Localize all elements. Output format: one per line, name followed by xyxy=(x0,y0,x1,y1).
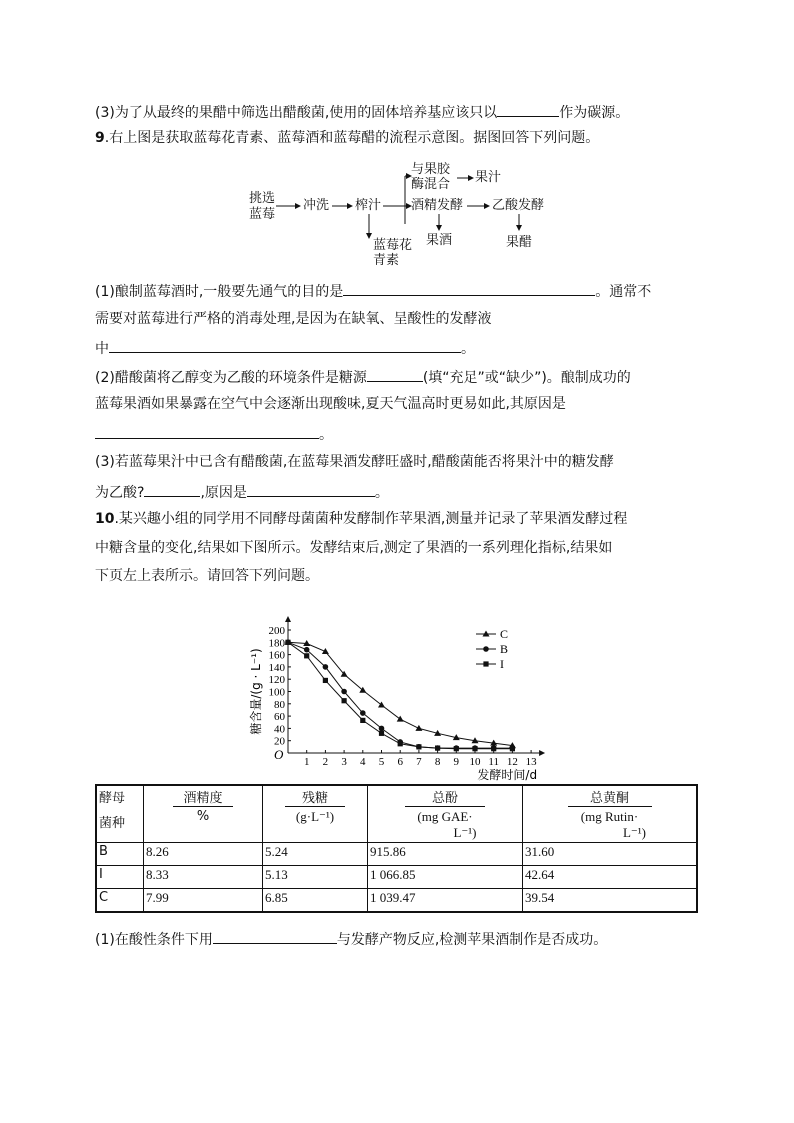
y-tick-label: 200 xyxy=(268,625,285,637)
q10-p1 xyxy=(95,928,607,950)
flow-arrows xyxy=(245,160,565,270)
cell-flavone: 39.54 xyxy=(523,889,698,913)
q10-stem-2: 中糖含量的变化,结果如下图所示。发酵结束后,测定了果酒的一系列理化指标,结果如 xyxy=(95,540,613,556)
q9-p1-blank1[interactable] xyxy=(343,280,595,296)
data-point-B xyxy=(379,726,385,732)
q9-p1-c: 需要对蓝莓进行严格的消毒处理,是因为在缺氧、呈酸性的发酵液 xyxy=(95,311,492,327)
data-point-B xyxy=(360,710,366,716)
sugar-content-chart xyxy=(240,596,560,781)
q9-stem-text: .右上图是获取蓝莓花青素、蓝莓酒和蓝莓醋的流程示意图。据图回答下列问题。 xyxy=(104,130,600,146)
th-strain xyxy=(96,785,144,843)
cell-strain: I xyxy=(96,866,144,889)
q9-p2-line3 xyxy=(95,423,333,445)
th-phenol-unit-1: (mg GAE· xyxy=(405,806,485,825)
flow-fruit-vinegar: 果醋 xyxy=(506,235,533,250)
y-axis-label: 糖含量/(g · L⁻¹) xyxy=(249,648,263,735)
q9-p3-blank1[interactable] xyxy=(144,481,200,497)
flow-fruit-juice: 果汁 xyxy=(475,170,502,185)
y-tick-label: 100 xyxy=(268,686,285,699)
flow-pick-1: 挑选 xyxy=(249,191,276,206)
q9-p2-blank1[interactable] xyxy=(367,366,423,382)
data-point-B xyxy=(341,689,347,695)
flow-rinse: 冲洗 xyxy=(303,198,330,213)
x-axis-label: 发酵时间/d xyxy=(477,768,538,781)
q9-stem xyxy=(95,128,599,148)
wine-indicator-table xyxy=(95,784,698,913)
q9-p2-b: (填“充足”或“缺少”)。酿制成功的 xyxy=(422,370,631,386)
th-sugar xyxy=(263,785,368,843)
x-tick-label: 4 xyxy=(360,756,366,768)
y-tick-label: 40 xyxy=(274,723,285,736)
th-flavone-unit-2: L⁻¹) xyxy=(622,825,647,840)
cell-sugar: 5.24 xyxy=(263,843,368,866)
q10-stem-1: .某兴趣小组的同学用不同酵母菌菌种发酵制作苹果酒,测量并记录了苹果酒发酵过程 xyxy=(114,511,628,527)
cell-alcohol: 8.33 xyxy=(144,866,263,889)
cell-phenol: 915.86 xyxy=(368,843,523,866)
data-point-I xyxy=(491,746,496,751)
q10-stem-line2 xyxy=(95,538,612,558)
flow-acetic-ferment: 乙酸发酵 xyxy=(492,198,545,213)
series-line-B xyxy=(288,642,512,748)
q9-p3-b: 为乙酸? xyxy=(95,485,145,501)
table-header-row xyxy=(96,785,697,843)
th-alcohol-name: 酒精度 xyxy=(183,791,223,806)
q9-p2-d: 。 xyxy=(319,427,333,443)
data-point-I xyxy=(379,731,384,736)
chart-svg xyxy=(240,596,560,781)
cell-phenol: 1 066.85 xyxy=(368,866,523,889)
q9-p2-a: (2)醋酸菌将乙醇变为乙酸的环境条件是糖源 xyxy=(95,370,367,386)
data-point-C xyxy=(322,648,329,654)
cell-phenol: 1 039.47 xyxy=(368,889,523,913)
th-strain-1: 酵母 xyxy=(99,791,126,806)
q9-p3-line1 xyxy=(95,452,614,472)
data-point-I xyxy=(454,746,459,751)
q9-p2-line2 xyxy=(95,394,566,414)
flow-pectinase-2: 酶混合 xyxy=(411,177,451,192)
data-point-I xyxy=(435,745,440,750)
flow-anthocyanin-1: 蓝莓花 xyxy=(373,238,413,253)
q9-p1-line3 xyxy=(95,337,475,359)
data-point-I xyxy=(342,698,347,703)
data-point-C xyxy=(415,725,422,731)
y-tick-label: 80 xyxy=(274,698,285,711)
cell-flavone: 42.64 xyxy=(523,866,698,889)
data-point-I xyxy=(510,746,515,751)
q10-stem-3: 下页左上表所示。请回答下列问题。 xyxy=(95,568,319,584)
data-point-C xyxy=(397,716,404,722)
q8-part3-text-a: (3)为了从最终的果醋中筛选出醋酸菌,使用的固体培养基应该只以 xyxy=(95,105,498,121)
th-phenol-unit-2: L⁻¹) xyxy=(453,825,477,840)
data-point-I xyxy=(285,640,290,645)
x-tick-label: 12 xyxy=(506,756,518,768)
y-tick-label: 140 xyxy=(268,661,285,674)
cell-strain: C xyxy=(96,889,144,913)
data-point-I xyxy=(416,744,421,749)
q9-p1-a: (1)酿制蓝莓酒时,一般要先通气的目的是 xyxy=(95,284,344,300)
q9-p1-line1 xyxy=(95,280,651,302)
th-alcohol xyxy=(144,785,263,843)
q9-flow-diagram xyxy=(245,160,565,270)
legend-marker-B xyxy=(483,646,489,652)
data-point-C xyxy=(378,702,385,708)
flow-pectinase-1: 与果胶 xyxy=(411,162,451,177)
q10-number: 10 xyxy=(95,511,115,527)
data-point-B xyxy=(304,647,310,653)
x-tick-label: 3 xyxy=(341,756,347,768)
q8-part3-blank[interactable] xyxy=(497,101,559,117)
legend-marker-I xyxy=(483,661,488,666)
x-tick-label: 5 xyxy=(378,756,385,768)
data-point-I xyxy=(304,653,309,658)
y-tick-label: 20 xyxy=(274,735,285,748)
q9-p1-blank2[interactable] xyxy=(109,337,461,353)
cell-sugar: 5.13 xyxy=(263,866,368,889)
q9-p1-b: 。通常不 xyxy=(595,284,652,300)
cell-alcohol: 8.26 xyxy=(144,843,263,866)
y-tick-label: 120 xyxy=(268,674,285,687)
cell-strain: B xyxy=(96,843,144,866)
origin-label: O xyxy=(274,747,284,762)
data-point-I xyxy=(472,746,477,751)
th-phenol-name: 总酚 xyxy=(431,791,458,806)
q10-p1-blank[interactable] xyxy=(213,928,337,944)
th-sugar-unit: (g·L⁻¹) xyxy=(285,806,345,825)
y-tick-label: 160 xyxy=(268,649,285,662)
q9-p3-d: 。 xyxy=(374,485,389,501)
x-tick-label: 8 xyxy=(434,756,441,768)
series-line-C xyxy=(288,642,512,745)
q9-number: 9 xyxy=(95,130,105,146)
y-tick-label: 60 xyxy=(274,711,285,724)
q10-p1-a: (1)在酸性条件下用 xyxy=(95,932,213,948)
x-tick-label: 11 xyxy=(488,756,499,768)
q9-p2-c: 蓝莓果酒如果暴露在空气中会逐渐出现酸味,夏天气温高时更易如此,其原因是 xyxy=(95,396,566,412)
q10-stem-line1 xyxy=(95,509,627,529)
table-row xyxy=(96,843,697,866)
legend-label-C: C xyxy=(500,627,509,641)
x-tick-label: 7 xyxy=(416,756,422,768)
q8-part3 xyxy=(95,101,629,123)
q9-p2-line1 xyxy=(95,366,631,388)
x-tick-label: 10 xyxy=(469,756,481,768)
th-strain-2: 菌种 xyxy=(99,816,126,831)
flow-fruit-wine: 果酒 xyxy=(426,233,453,248)
q9-p3-c: ,原因是 xyxy=(200,485,247,501)
x-tick-label: 6 xyxy=(397,756,403,768)
flow-anthocyanin-2: 青素 xyxy=(373,253,400,268)
y-axis-arrow xyxy=(285,616,291,622)
x-axis-arrow xyxy=(539,750,545,756)
legend-label-I: I xyxy=(500,657,504,671)
q9-p1-line2 xyxy=(95,309,491,329)
x-tick-label: 1 xyxy=(303,756,310,768)
x-tick-label: 9 xyxy=(453,756,460,768)
q9-p1-d: 中 xyxy=(95,341,109,357)
data-point-I xyxy=(360,718,365,723)
data-point-B xyxy=(323,664,329,670)
table-row xyxy=(96,889,697,913)
x-tick-label: 13 xyxy=(525,756,537,768)
y-tick-label: 180 xyxy=(268,637,285,650)
cell-flavone: 31.60 xyxy=(523,843,698,866)
q9-p3-line2 xyxy=(95,481,389,503)
q9-p2-blank2[interactable] xyxy=(95,423,319,439)
q9-p3-a: (3)若蓝莓果汁中已含有醋酸菌,在蓝莓果酒发酵旺盛时,醋酸菌能否将果汁中的糖发酵 xyxy=(95,454,614,470)
data-point-I xyxy=(323,678,328,683)
flow-juice-press: 榨汁 xyxy=(355,198,382,213)
q10-stem-line3 xyxy=(95,566,319,586)
th-alcohol-unit: % xyxy=(173,806,233,824)
th-flavone-unit-1: (mg Rutin· xyxy=(568,806,652,825)
data-point-I xyxy=(398,741,403,746)
q9-p1-e: 。 xyxy=(461,341,475,357)
flow-pick-2: 蓝莓 xyxy=(249,207,276,222)
th-sugar-name: 残糖 xyxy=(301,791,328,806)
cell-alcohol: 7.99 xyxy=(144,889,263,913)
q10-p1-b: 与发酵产物反应,检测苹果酒制作是否成功。 xyxy=(336,932,608,948)
q8-part3-text-b: 作为碳源。 xyxy=(559,105,630,121)
legend-label-B: B xyxy=(500,642,509,656)
series-line-I xyxy=(288,642,512,748)
th-phenol xyxy=(368,785,523,843)
flow-alcohol-ferment: 酒精发酵 xyxy=(411,198,464,213)
table-row xyxy=(96,866,697,889)
q9-p3-blank2[interactable] xyxy=(247,481,375,497)
cell-sugar: 6.85 xyxy=(263,889,368,913)
x-tick-label: 2 xyxy=(322,756,329,768)
th-flavone xyxy=(523,785,698,843)
th-flavone-name: 总黄酮 xyxy=(589,791,629,806)
